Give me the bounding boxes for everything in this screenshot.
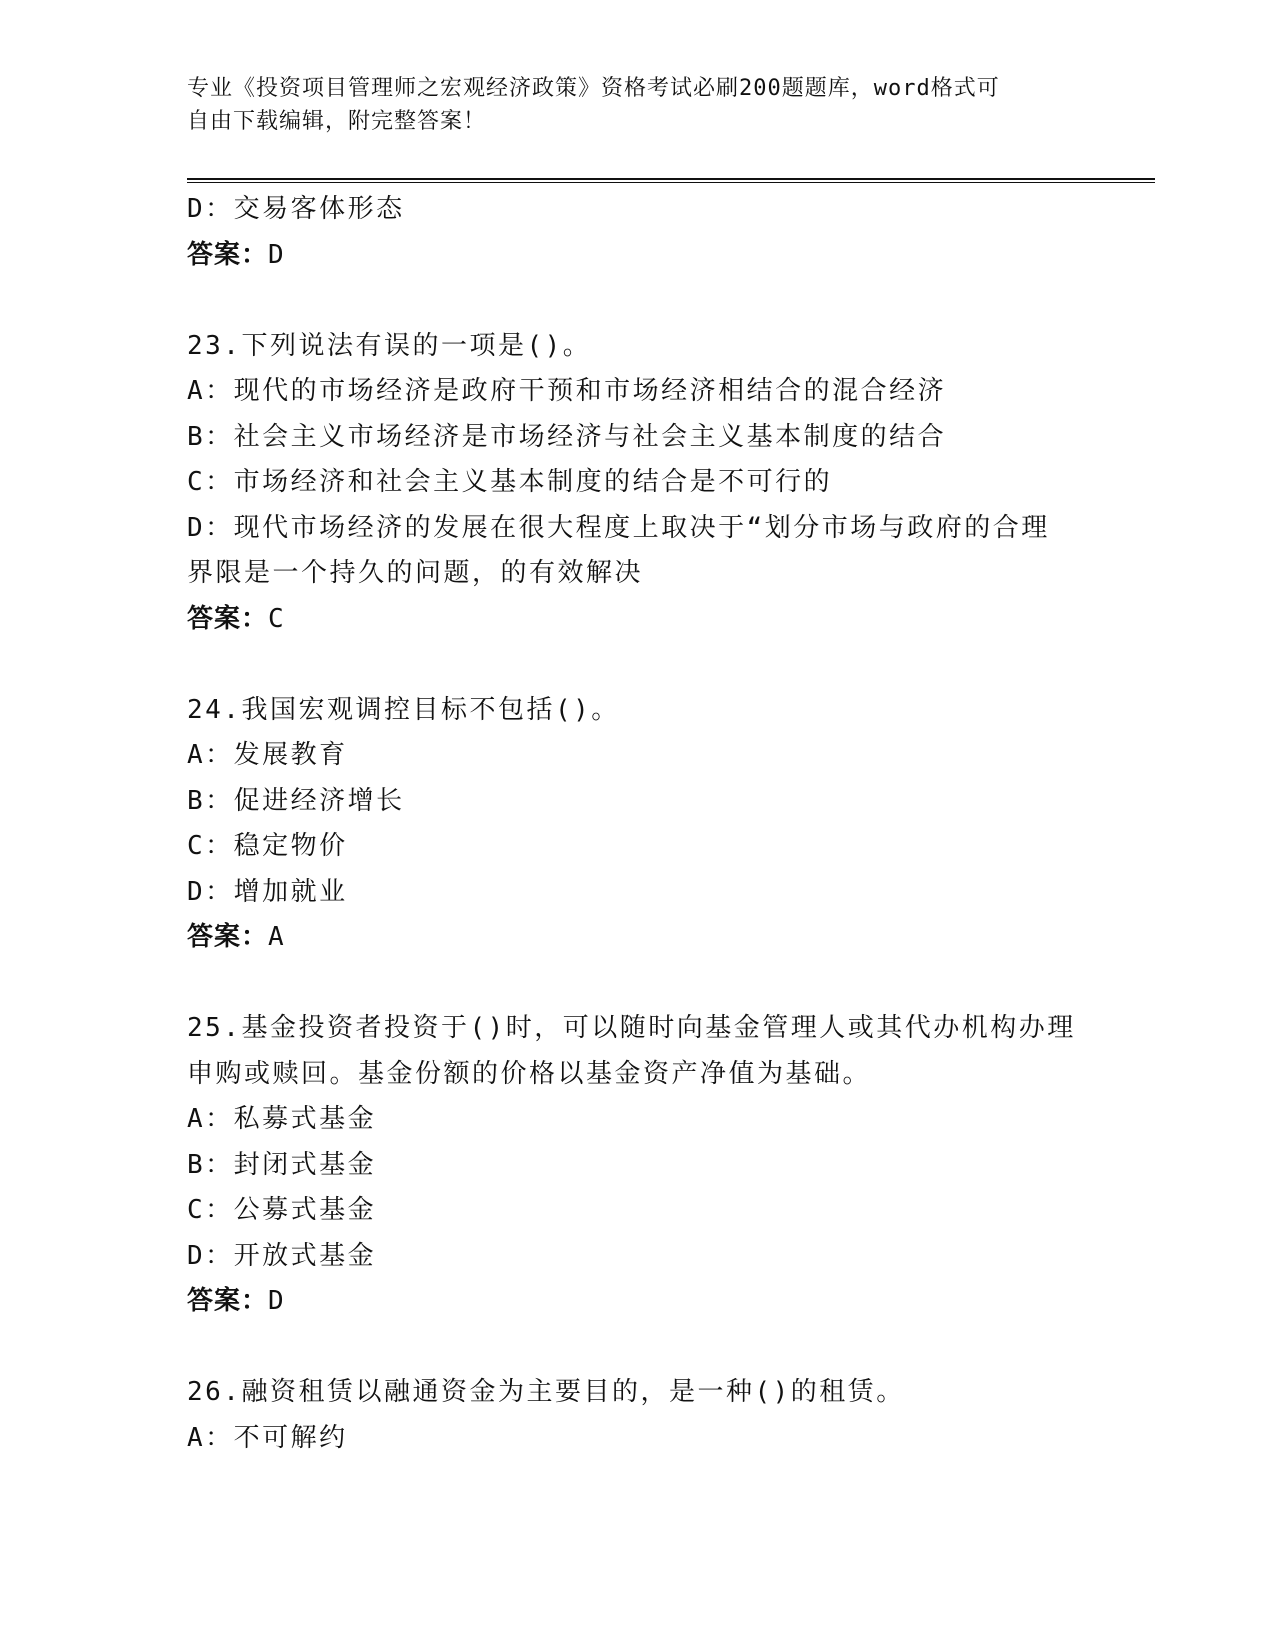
page-header [187, 72, 1087, 138]
question-stem: 24.我国宏观调控目标不包括()。 [187, 694, 620, 725]
answer-value: A [268, 922, 285, 952]
question-25 [187, 1006, 1087, 1325]
header-line-2: 自由下载编辑，附完整答案！ [187, 109, 487, 134]
question-stem-continued: 申购或赎回。基金份额的价格以基金资产净值为基础。 [187, 1058, 872, 1089]
option-b: B：社会主义市场经济是市场经济与社会主义基本制度的结合 [187, 421, 947, 452]
answer [187, 597, 1087, 643]
question-26 [187, 1370, 1087, 1461]
question-stem: 23.下列说法有误的一项是()。 [187, 330, 592, 361]
option-a: A：现代的市场经济是政府干预和市场经济相结合的混合经济 [187, 376, 947, 406]
answer-value: D [268, 1286, 285, 1316]
answer-value: C [268, 603, 285, 634]
question-stem: 25.基金投资者投资于()时，可以随时向基金管理人或其代办机构办理 [187, 1013, 1076, 1043]
header-line-1: 专业《投资项目管理师之宏观经济政策》资格考试必刷200题题库，word格式可 [187, 76, 1000, 101]
answer-value: D [268, 239, 285, 270]
option-d: D：开放式基金 [187, 1240, 377, 1271]
answer [187, 1279, 1087, 1325]
question-23 [187, 324, 1087, 643]
question-content [187, 187, 1087, 1461]
answer-label: 答案： [187, 922, 269, 952]
option-d: D：交易客体形态 [187, 194, 405, 224]
option-c: C：市场经济和社会主义基本制度的结合是不可行的 [187, 467, 833, 497]
answer [187, 233, 1087, 279]
option-a: A：发展教育 [187, 740, 348, 770]
option-c: C：公募式基金 [187, 1195, 377, 1225]
answer-label: 答案： [187, 239, 269, 270]
option-c: C：稳定物价 [187, 831, 348, 861]
option-d: D：现代市场经济的发展在很大程度上取决于“划分市场与政府的合理 [187, 512, 1050, 543]
question-24 [187, 688, 1087, 961]
answer [187, 915, 1087, 961]
answer-label: 答案： [187, 603, 269, 634]
answer-label: 答案： [187, 1286, 269, 1316]
option-b: B：促进经济增长 [187, 785, 405, 816]
option-d-continued: 界限是一个持久的问题，的有效解决 [187, 558, 644, 588]
option-d: D：增加就业 [187, 876, 348, 907]
option-a: A：私募式基金 [187, 1104, 377, 1134]
option-a: A：不可解约 [187, 1422, 348, 1453]
question-stem: 26.融资租赁以融通资金为主要目的，是一种()的租赁。 [187, 1377, 905, 1407]
option-b: B：封闭式基金 [187, 1149, 377, 1180]
header-divider [187, 178, 1155, 183]
